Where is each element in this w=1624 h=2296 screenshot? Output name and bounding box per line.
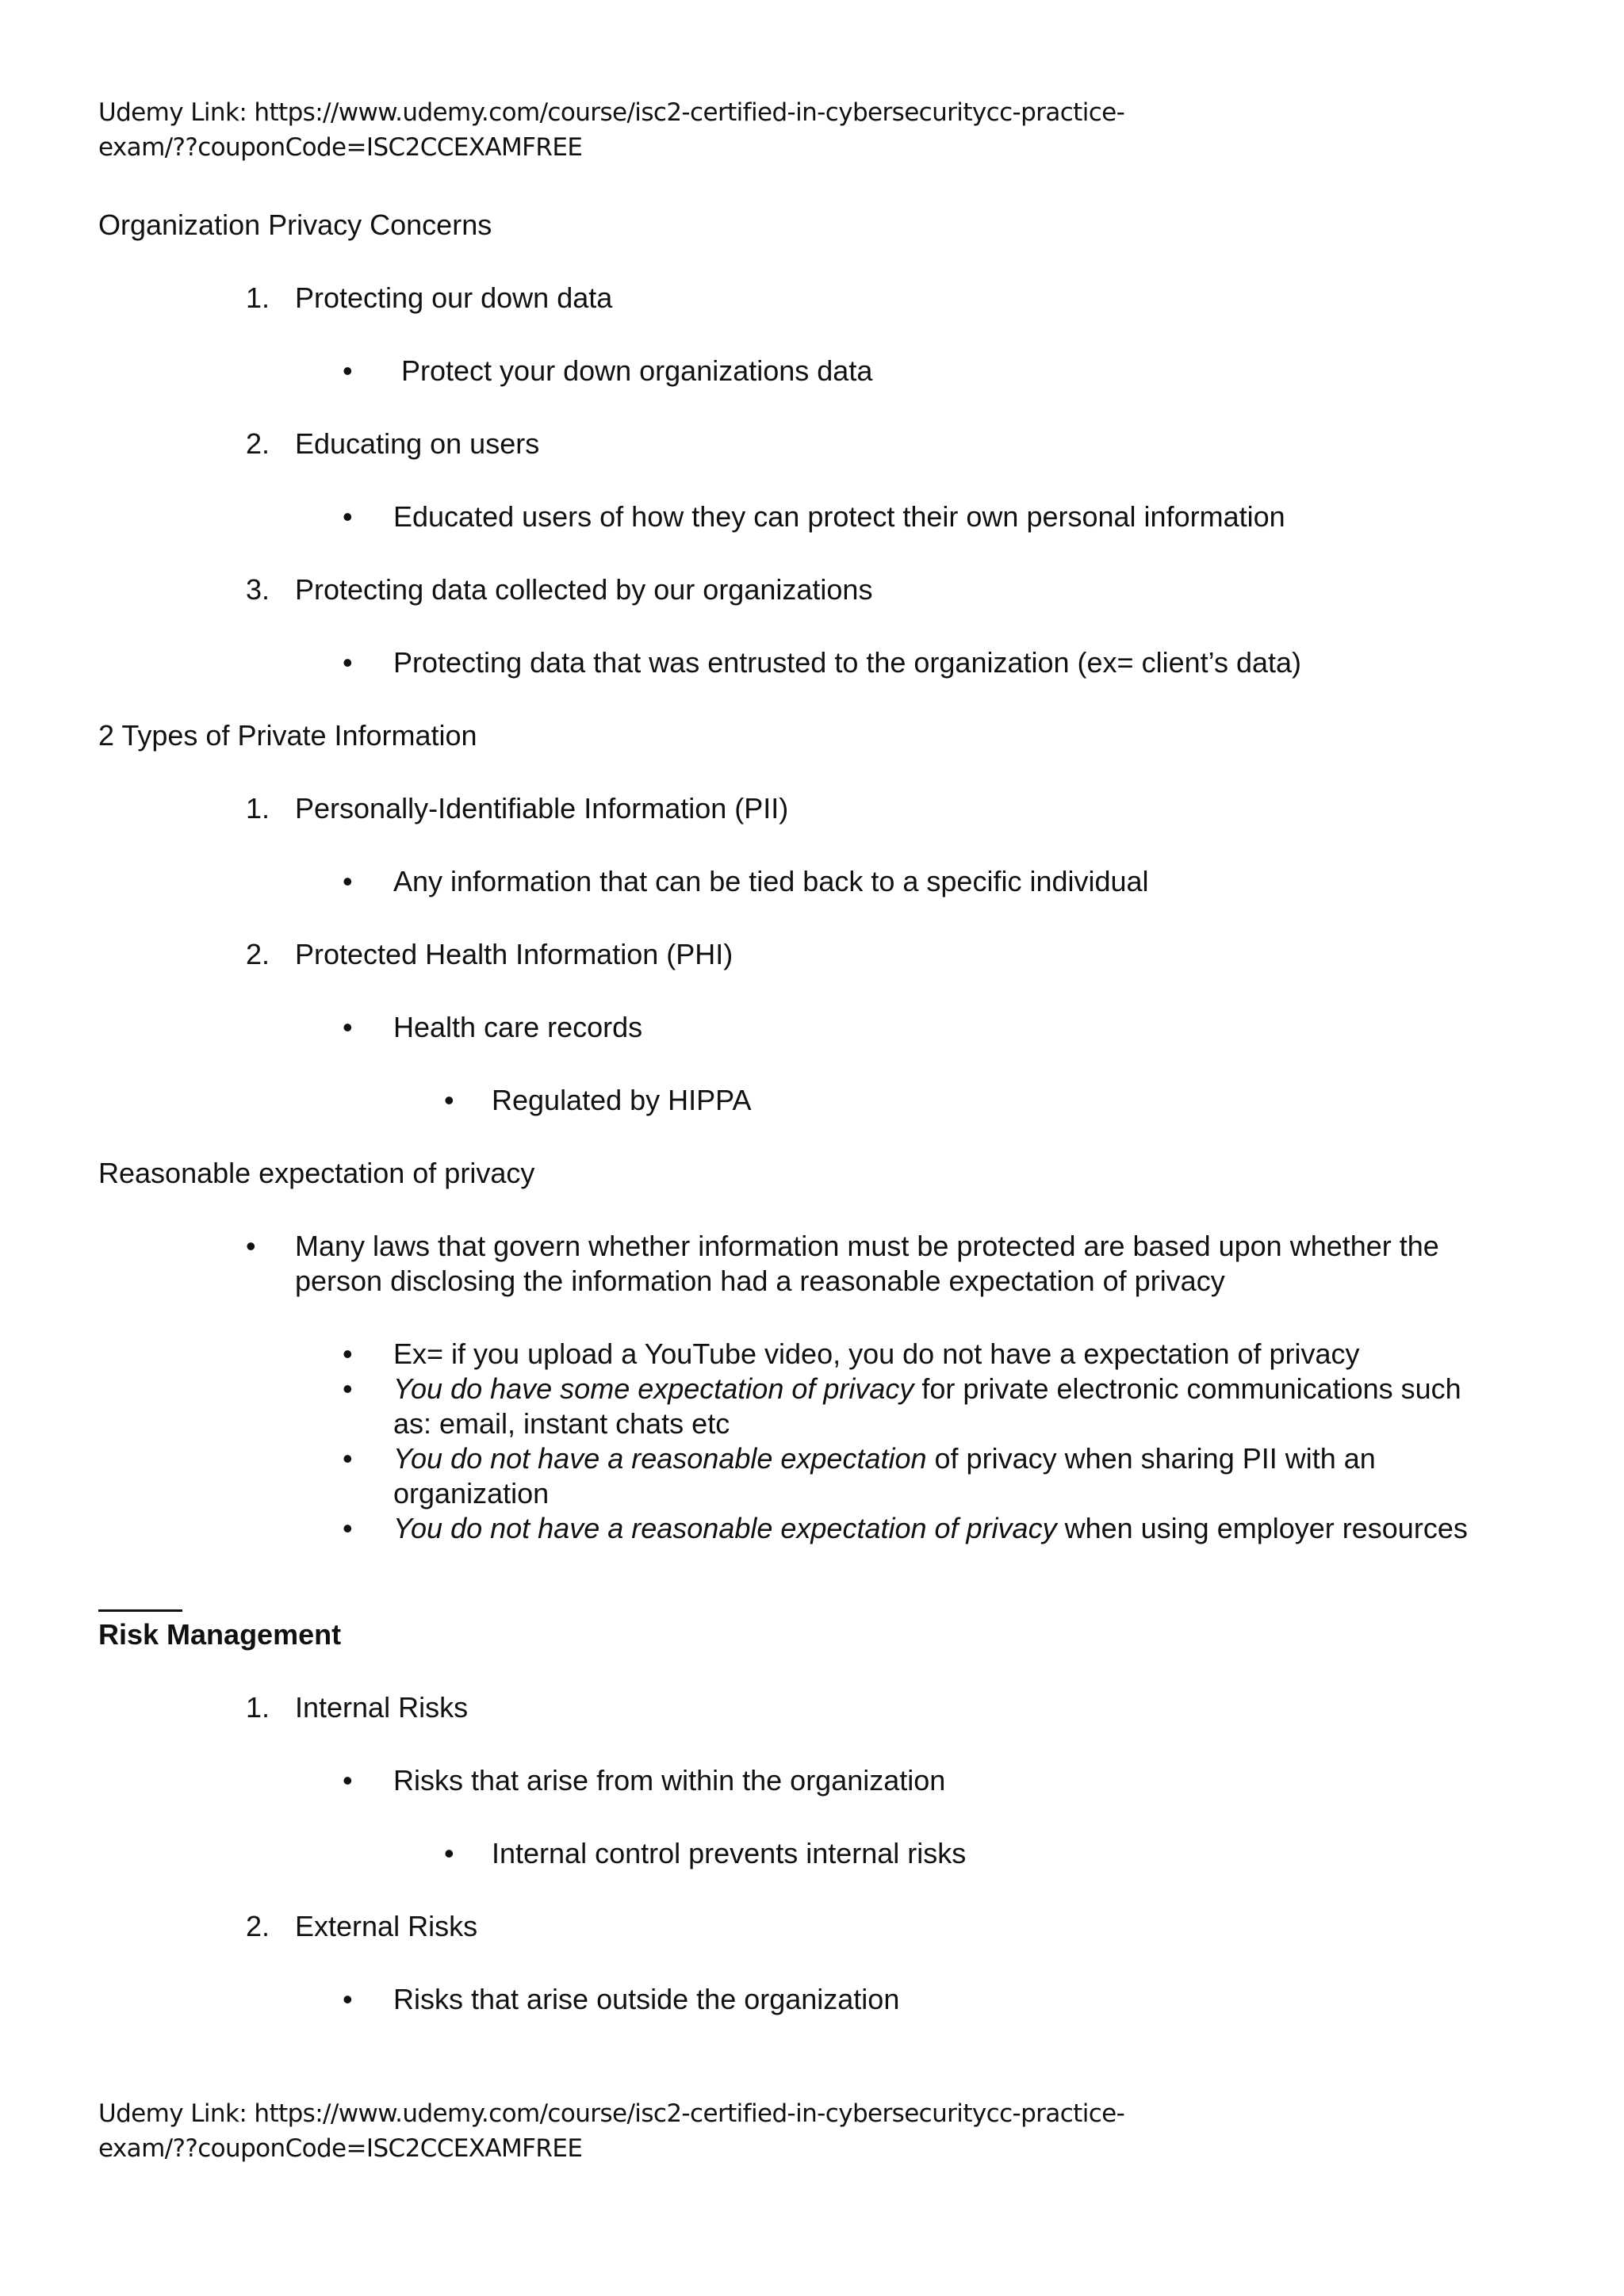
list-item: Protecting data collected by our organizations [295, 573, 873, 606]
udemy-link-line2: exam/??couponCode=ISC2CCEXAMFREE [98, 2134, 583, 2163]
list-item: External Risks [295, 1910, 478, 1942]
bullet-icon: • [343, 1764, 353, 1797]
list-number: 1. [246, 1691, 270, 1724]
list-item: Protected Health Information (PHI) [295, 938, 733, 970]
list-subsubitem: Internal control prevents internal risks [492, 1837, 967, 1869]
list-subitem: Ex= if you upload a YouTube video, you do not have a expectation of privacy [393, 1337, 1360, 1370]
list-subsubitem: Regulated by HIPPA [492, 1084, 752, 1116]
bullet-icon: • [343, 1983, 353, 2015]
plain-text: when using employer resources [1056, 1512, 1468, 1544]
paragraph-line: person disclosing the information had a reasonable expectation of privacy [295, 1265, 1225, 1297]
section-heading-expectation: Reasonable expectation of privacy [98, 1157, 535, 1189]
list-subitem-continuation: organization [393, 1477, 550, 1510]
list-item: Educating on users [295, 427, 540, 460]
bullet-icon: • [343, 1512, 353, 1544]
list-item: Protecting our down data [295, 281, 613, 314]
list-number: 1. [246, 281, 270, 314]
list-item: Personally-Identifiable Information (PII) [295, 792, 789, 825]
list-number: 3. [246, 573, 270, 606]
list-number: 2. [246, 1910, 270, 1942]
paragraph-line: Many laws that govern whether information must be protected are based upon whether the [295, 1230, 1439, 1262]
list-subitem [393, 1441, 1376, 1476]
bullet-icon: • [343, 865, 353, 897]
bullet-icon: • [343, 1442, 353, 1475]
list-number: 2. [246, 938, 270, 970]
list-subitem: Health care records [393, 1011, 643, 1043]
list-subitem: Educated users of how they can protect their own personal information [393, 500, 1285, 533]
italic-text: You do not have a reasonable expectation [393, 1442, 927, 1475]
bullet-icon: • [343, 1011, 353, 1043]
bullet-icon: • [343, 646, 353, 679]
udemy-link-line1: Udemy Link: https://www.udemy.com/course/isc2-certified-in-cybersecuritycc-practice- [98, 2099, 1125, 2128]
udemy-link-line1: Udemy Link: https://www.udemy.com/course/isc2-certified-in-cybersecuritycc-practice- [98, 98, 1125, 127]
bullet-icon: • [444, 1837, 454, 1869]
list-subitem: Risks that arise outside the organization [393, 1983, 900, 2015]
section-divider [98, 1609, 182, 1612]
bullet-icon: • [343, 354, 353, 387]
udemy-link-header[interactable] [98, 95, 1367, 165]
bullet-icon: • [343, 500, 353, 533]
list-number: 1. [246, 792, 270, 825]
section-heading-private-info: 2 Types of Private Information [98, 719, 477, 752]
list-subitem: Protect your down organizations data [401, 354, 873, 387]
list-subitem [393, 1511, 1468, 1546]
list-subitem: Protecting data that was entrusted to the organization (ex= client’s data) [393, 646, 1302, 679]
list-number: 2. [246, 427, 270, 460]
list-item: Internal Risks [295, 1691, 469, 1724]
italic-text: You do not have a reasonable expectation of privacy [393, 1512, 1057, 1544]
section-heading-privacy-concerns: Organization Privacy Concerns [98, 209, 492, 241]
bullet-icon: • [343, 1337, 353, 1370]
list-subitem [393, 1372, 1461, 1406]
list-subitem-continuation: as: email, instant chats etc [393, 1407, 730, 1440]
bullet-icon: • [246, 1230, 256, 1262]
section-heading-risk-management: Risk Management [98, 1618, 342, 1651]
italic-text: You do have some expectation of privacy [393, 1372, 914, 1405]
list-subitem: Risks that arise from within the organization [393, 1764, 946, 1797]
bullet-icon: • [343, 1372, 353, 1405]
udemy-link-line2: exam/??couponCode=ISC2CCEXAMFREE [98, 133, 583, 162]
list-subitem: Any information that can be tied back to a specific individual [393, 865, 1149, 897]
plain-text: for private electronic communications such [914, 1372, 1461, 1405]
plain-text: of privacy when sharing PII with an [926, 1442, 1376, 1475]
bullet-icon: • [444, 1084, 454, 1116]
udemy-link-footer[interactable] [98, 2096, 1367, 2166]
